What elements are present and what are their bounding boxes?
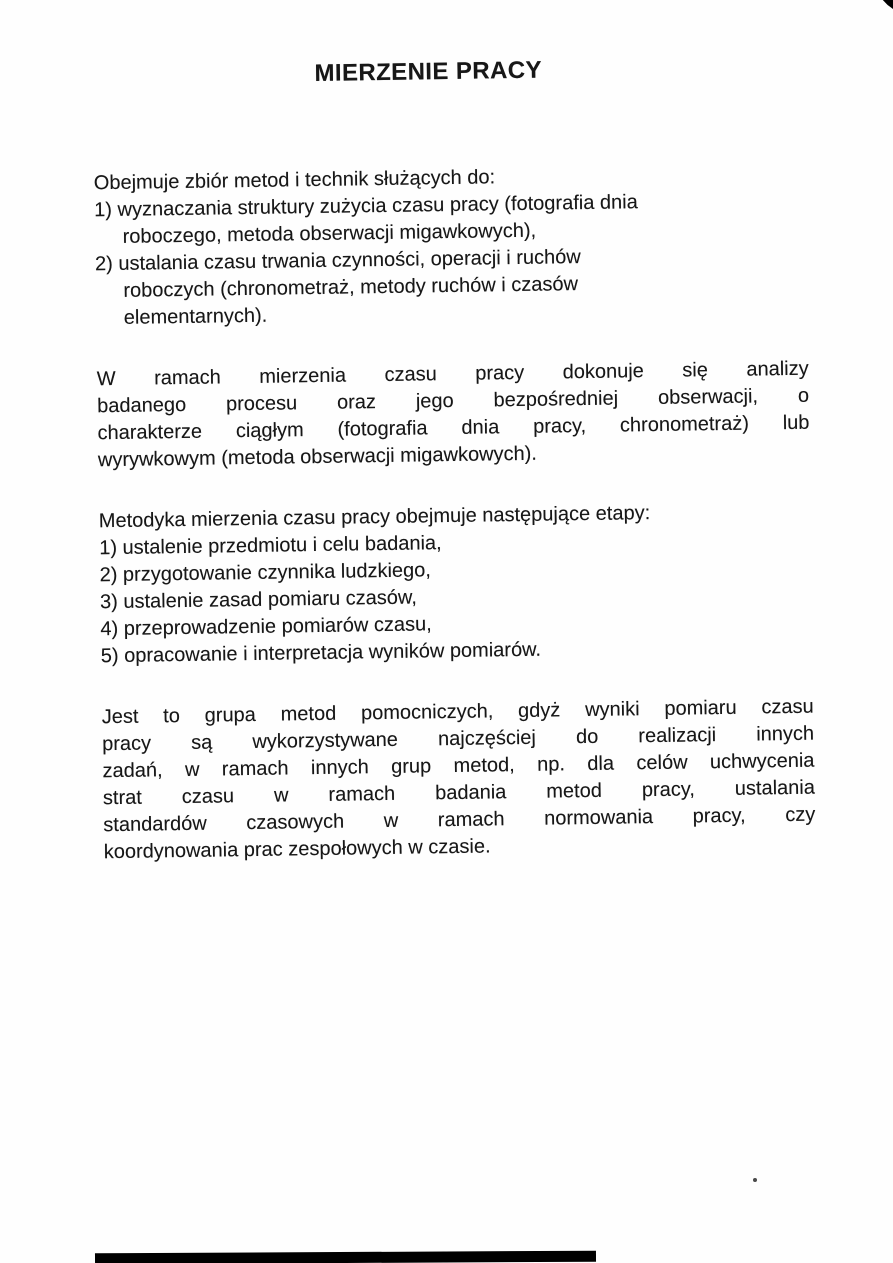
- text-line: W ramach mierzenia czasu pracy dokonuje się analizy: [96, 357, 809, 391]
- text-line: zadań, w ramach innych grup metod, np. dla celów uchwycenia: [102, 749, 815, 783]
- text-line: wyrywkowym (metoda obserwacji migawkowych).: [97, 442, 538, 472]
- text-line: charakterze ciągłym (fotografia dnia pracy, chronometraż) lub: [97, 411, 810, 445]
- text-line: roboczego, metoda obserwacji migawkowych),: [122, 219, 537, 248]
- text-line: 1) wyznaczania struktury zużycia czasu pracy (fotografia dnia: [94, 191, 638, 222]
- text-line: 5) opracowanie i interpretacja wyników pomiarów.: [100, 638, 542, 668]
- page-content: [92, 53, 816, 900]
- text-line: strat czasu w ramach badania metod pracy, ustalania: [102, 776, 816, 810]
- scan-artifact-corner-mark: [881, 0, 893, 9]
- document-title: MIERZENIE PRACY: [314, 56, 543, 87]
- text-line: elementarnych).: [123, 304, 268, 329]
- text-line: Obejmuje zbiór metod i technik służących do:: [93, 166, 496, 195]
- text-line: roboczych (chronometraż, metody ruchów i czasów: [123, 273, 579, 302]
- text-line: 2) ustalania czasu trwania czynności, operacji i ruchów: [94, 246, 581, 276]
- paragraph-auxiliary-methods: [102, 694, 816, 867]
- paragraph-methods-list: [94, 160, 808, 333]
- scan-artifact-bottom-bar: [95, 1251, 596, 1263]
- text-line: 1) ustalenie przedmiotu i celu badania,: [99, 532, 442, 560]
- text-line: 2) przygotowanie czynnika ludzkiego,: [99, 559, 432, 587]
- paragraph-methodology-steps: [99, 498, 813, 671]
- text-line: 4) przeprowadzenie pomiarów czasu,: [100, 613, 432, 641]
- text-line: 3) ustalenie zasad pomiaru czasów,: [99, 586, 418, 614]
- text-line: pracy są wykorzystywane najczęściej do realizacji innych: [101, 722, 815, 756]
- text-line: Jest to grupa metod pomocniczych, gdyż wyniki pomiaru czasu: [101, 695, 814, 729]
- text-line: standardów czasowych w ramach normowania pracy, czy: [103, 803, 816, 837]
- text-line: badanego procesu oraz jego bezpośredniej obserwacji, o: [96, 384, 810, 418]
- scan-artifact-dot: [753, 1178, 757, 1182]
- text-line: Metodyka mierzenia czasu pracy obejmuje następujące etapy:: [98, 502, 651, 533]
- paragraph-analysis: [97, 356, 811, 475]
- text-line: koordynowania prac zespołowych w czasie.: [103, 835, 491, 864]
